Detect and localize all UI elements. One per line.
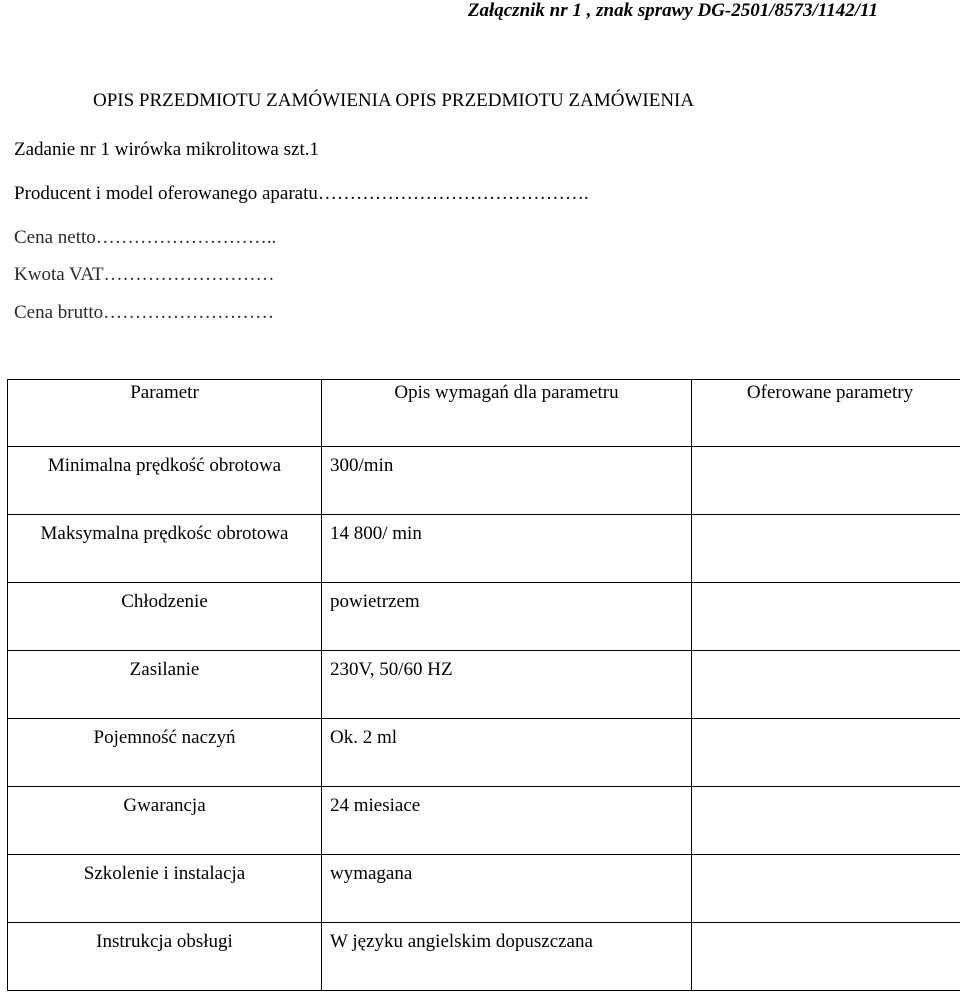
table-row — [8, 719, 960, 787]
header-requirement: Opis wymagań dla parametru — [322, 380, 692, 447]
requirement-cell: Ok. 2 ml — [322, 719, 692, 787]
table-row — [8, 855, 960, 923]
document-title: OPIS PRZEDMIOTU ZAMÓWIENIA OPIS PRZEDMIOTU ZAMÓWIENIA — [93, 90, 695, 111]
requirement-cell: W języku angielskim dopuszczana — [322, 923, 692, 991]
param-cell: Maksymalna prędkośc obrotowa — [8, 515, 322, 583]
task-line: Zadanie nr 1 wirówka mikrolitowa szt.1 — [14, 139, 319, 160]
parameters-table — [7, 379, 960, 991]
offered-cell[interactable] — [692, 447, 960, 515]
offered-cell[interactable] — [692, 787, 960, 855]
param-cell: Gwarancja — [8, 787, 322, 855]
param-cell: Minimalna prędkość obrotowa — [8, 447, 322, 515]
table-row — [8, 651, 960, 719]
vat-amount-field: Kwota VAT……………………… — [14, 264, 275, 285]
gross-price-field: Cena brutto……………………… — [14, 302, 275, 323]
header-parameter: Parametr — [8, 380, 322, 447]
requirement-cell: 300/min — [322, 447, 692, 515]
producer-model-field: Producent i model oferowanego aparatu……………………………………. — [14, 183, 589, 204]
requirement-cell: wymagana — [322, 855, 692, 923]
requirement-cell: powietrzem — [322, 583, 692, 651]
offered-cell[interactable] — [692, 855, 960, 923]
table-row — [8, 787, 960, 855]
offered-cell[interactable] — [692, 515, 960, 583]
requirement-cell: 14 800/ min — [322, 515, 692, 583]
table-row — [8, 447, 960, 515]
param-cell: Szkolenie i instalacja — [8, 855, 322, 923]
offered-cell[interactable] — [692, 583, 960, 651]
net-price-field: Cena netto……………………….. — [14, 227, 277, 248]
attachment-reference: Załącznik nr 1 , znak sprawy DG-2501/8573/1142/11 — [467, 0, 878, 21]
param-cell: Zasilanie — [8, 651, 322, 719]
table-row — [8, 923, 960, 991]
table-header-row — [8, 380, 960, 447]
param-cell: Chłodzenie — [8, 583, 322, 651]
requirement-cell: 230V, 50/60 HZ — [322, 651, 692, 719]
offered-cell[interactable] — [692, 719, 960, 787]
offered-cell[interactable] — [692, 923, 960, 991]
requirement-cell: 24 miesiace — [322, 787, 692, 855]
offered-cell[interactable] — [692, 651, 960, 719]
table-row — [8, 515, 960, 583]
header-offered: Oferowane parametry — [692, 380, 960, 447]
table-row — [8, 583, 960, 651]
param-cell: Instrukcja obsługi — [8, 923, 322, 991]
param-cell: Pojemność naczyń — [8, 719, 322, 787]
